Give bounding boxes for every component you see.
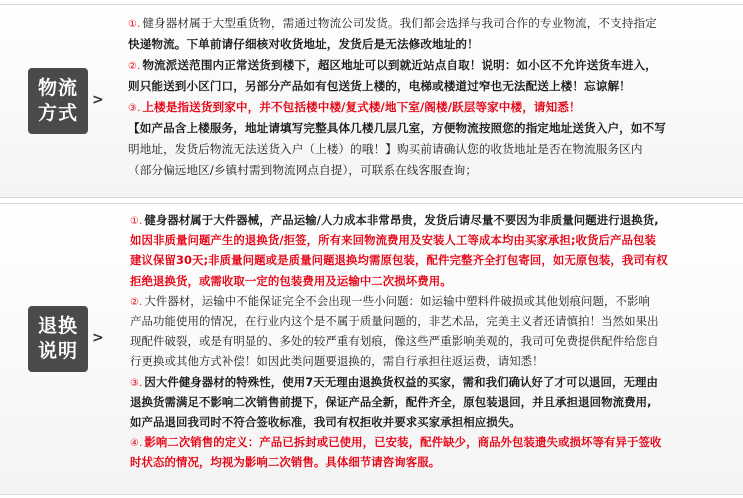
logistics-line: （部分偏远地区/乡镇村需到物流网点自提），可联系在线客服查询； — [128, 163, 478, 177]
returns-line: 产品功能使用的情况，在行业内这个是不属于质量问题的，非艺术品，完美主义者还请慎拍！当然如果出 — [130, 313, 659, 328]
returns-line: 退换货需满足不影响二次销售前提下，保证产品全新，配件齐全，原包装退回，并且承担退回物流费用, — [130, 394, 652, 409]
logistics-line: 快递物流。下单前请仔细核对收货地址，发货后是无法修改地址的！ — [128, 37, 479, 51]
logistics-line: 【如产品含上楼服务，地址请填写完整具体几楼几层几室，方便物流按照您的指定地址送货入户，如不写 — [128, 121, 666, 135]
logistics-line: ③. 上楼是指送货到家中，并不包括楼中楼/复式楼/地下室/阁楼/跃层等家中楼，请知悉！ — [128, 97, 740, 118]
returns-line: ①. 健身器材属于大件器械，产品运输/人力成本非常昂贵，发货后请尽量不要因为非质量问题进行退换货, — [130, 210, 740, 230]
returns-line: 建议保留30天;非质量问题或是质量问题退换均需原包装，配件完整齐全打包寄回，如无原包装，我司有权 — [130, 253, 668, 268]
chevron-right-icon: > — [92, 330, 104, 346]
returns-line: 现配件破裂，或是有明显的、多处的较严重有划痕，像这些严重影响美观的，我司可免费提供配件给您自 — [130, 334, 659, 349]
logistics-line: ①. 健身器材属于大型重货物，需通过物流公司发货。我们都会选择与我司合作的专业物流，不支持指定 — [128, 13, 740, 34]
item-number: ③. — [128, 103, 141, 114]
returns-line: 如产品退回我司时不符合签收标准，我司有权拒收并要求买家承担相应损失。 — [130, 414, 521, 429]
logistics-section — [0, 4, 743, 198]
item-number: ②. — [128, 61, 141, 72]
returns-line: ④. 影响二次销售的定义：产品已拆封或已使用，已安装，配件缺少，商品外包装遗失或损坏等有异于签收 — [130, 432, 740, 452]
returns-line: 拒绝退换货，或需收取一定的包装费用及运输中二次损坏费用。 — [130, 273, 452, 288]
returns-badge — [28, 306, 88, 372]
item-number: ②. — [130, 296, 143, 308]
logistics-badge-line2: 方式 — [37, 102, 78, 124]
item-number: ①. — [130, 216, 143, 227]
returns-line: 如因非质量问题产生的退换货/拒签，所有来回物流费用及安装人工等成本均由买家承担;收货后产品包装 — [130, 233, 656, 248]
item-number: ①. — [128, 19, 141, 30]
returns-line: 时状态的情况，均视为影响二次销售。具体细节请咨询客服。 — [130, 455, 441, 470]
chevron-right-icon: > — [92, 92, 104, 108]
logistics-line: 则只能送到小区门口，另部分产品如有包送货上楼的，电梯或楼道过窄也无法配送上楼！忘谅解！ — [128, 79, 631, 93]
returns-section — [0, 203, 743, 495]
item-number: ③. — [130, 377, 143, 389]
logistics-line: 明地址，发货后物流无法送货入户（上楼）的哦！】购买前请确认您的收货地址是否在物流服务区内 — [128, 142, 643, 156]
returns-line: 行更换或其他方式补偿！如因此类问题要退换的，需自行承担往返运费，请知悉！ — [130, 354, 544, 369]
returns-badge-line2: 说明 — [37, 340, 78, 362]
item-number: ④. — [130, 438, 143, 450]
returns-line: ③. 因大件健身器材的特殊性，使用7天无理由退换货权益的买家，需和我们确认好了才可以退回，无理由 — [130, 372, 740, 392]
logistics-line: ②. 物流派送范围内正常送货到楼下，超区地址可以到就近站点自取！说明：如小区不允许送货车进入， — [128, 55, 740, 76]
logistics-badge-line1: 物流 — [37, 77, 78, 99]
returns-content — [130, 210, 740, 472]
returns-line: ②. 大件器材，运输中不能保证完全不会出现一些小问题：如运输中塑料件破损或其他划痕问题，不影响 — [130, 291, 740, 311]
logistics-badge — [28, 68, 88, 134]
returns-badge-line1: 退换 — [37, 315, 78, 337]
logistics-content — [128, 13, 740, 181]
